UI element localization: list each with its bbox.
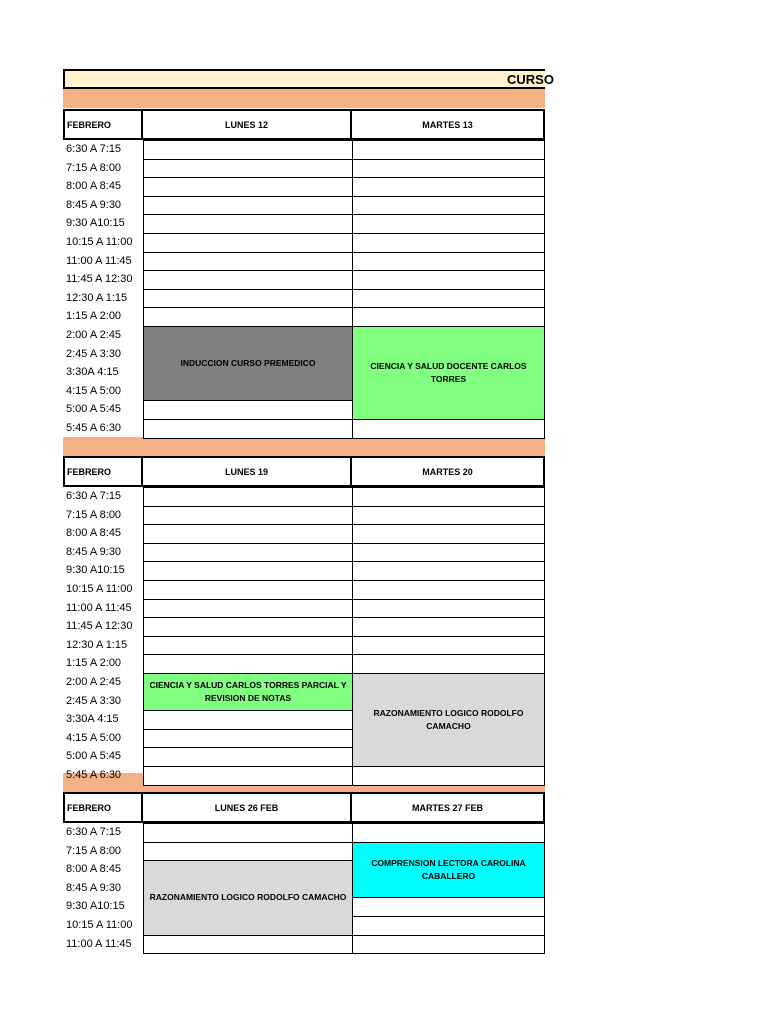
time-slot-label: 5:45 A 6:30 [66, 422, 122, 434]
time-slot-label: 8:45 A 9:30 [66, 881, 122, 894]
time-slot-label: 8:00 A 8:45 [66, 180, 122, 193]
event-block[interactable]: INDUCCION CURSO PREMEDICO [143, 326, 353, 401]
schedule-cell[interactable] [352, 617, 545, 637]
schedule-cell[interactable] [352, 524, 545, 544]
schedule-cell[interactable] [143, 729, 353, 749]
time-slot-label: 8:00 A 8:45 [66, 527, 122, 540]
schedule-cell[interactable] [352, 196, 545, 216]
time-slot-label: 4:15 A 5:00 [66, 384, 122, 397]
schedule-cell[interactable] [143, 252, 353, 272]
time-slot-label: 6:30 A 7:15 [66, 143, 122, 155]
schedule-cell[interactable] [143, 580, 353, 600]
schedule-cell[interactable] [143, 307, 353, 327]
time-slot-label: 12:30 A 1:15 [66, 291, 128, 304]
time-slot-label: 1:15 A 2:00 [66, 310, 122, 323]
day-header-1: LUNES 12 [143, 109, 352, 140]
schedule-cell[interactable] [352, 270, 545, 290]
time-slot-label: 7:15 A 8:00 [66, 508, 122, 521]
event-block[interactable]: RAZONAMIENTO LOGICO RODOLFO CAMACHO [143, 860, 353, 935]
schedule-cell[interactable] [143, 270, 353, 290]
schedule-cell[interactable] [143, 935, 353, 955]
time-slot-label: 10:15 A 11:00 [66, 236, 133, 248]
time-slot-label: 8:45 A 9:30 [66, 198, 122, 211]
schedule-cell[interactable] [352, 506, 545, 526]
schedule-cell[interactable] [143, 159, 353, 179]
schedule-cell[interactable] [352, 561, 545, 581]
event-block[interactable]: CIENCIA Y SALUD CARLOS TORRES PARCIAL Y REVISION DE NOTAS [143, 673, 353, 711]
time-slot-label: 7:15 A 8:00 [66, 161, 122, 174]
schedule-cell[interactable] [352, 214, 545, 234]
time-slot-label: 11:45 A 12:30 [66, 273, 133, 286]
event-block[interactable]: RAZONAMIENTO LOGICO RODOLFO CAMACHO [352, 673, 545, 767]
schedule-cell[interactable] [352, 289, 545, 309]
event-block[interactable]: CIENCIA Y SALUD DOCENTE CARLOS TORRES [352, 326, 545, 420]
event-block[interactable]: COMPRENSION LECTORA CAROLINA CABALLERO [352, 842, 545, 899]
schedule-cell[interactable] [352, 580, 545, 600]
schedule-cell[interactable] [143, 524, 353, 544]
schedule-cell[interactable] [352, 897, 545, 917]
time-slot-label: 4:15 A 5:00 [66, 731, 122, 744]
time-slot-label: 9:30 A10:15 [66, 564, 125, 577]
separator-band [63, 89, 545, 108]
time-slot-label: 12:30 A 1:15 [66, 638, 128, 651]
schedule-cell[interactable] [143, 636, 353, 656]
schedule-cell[interactable] [143, 747, 353, 767]
schedule-cell[interactable] [143, 214, 353, 234]
schedule-cell[interactable] [352, 233, 545, 253]
schedule-cell[interactable] [143, 561, 353, 581]
time-slot-label: 5:00 A 5:45 [66, 750, 122, 763]
time-slot-label: 5:45 A 6:30 [66, 769, 122, 781]
schedule-cell[interactable] [143, 487, 353, 507]
time-slot-label: 2:45 A 3:30 [66, 694, 122, 707]
schedule-cell[interactable] [143, 710, 353, 730]
schedule-cell[interactable] [352, 636, 545, 656]
sheet-title: CURSO [507, 72, 554, 87]
day-header-1: LUNES 19 [143, 456, 352, 487]
schedule-cell[interactable] [143, 599, 353, 619]
schedule-cell[interactable] [143, 766, 353, 786]
separator-band [63, 437, 545, 456]
schedule-cell[interactable] [352, 419, 545, 439]
time-slot-label: 11:45 A 12:30 [66, 620, 133, 633]
schedule-cell[interactable] [352, 599, 545, 619]
time-slot-label: 6:30 A 7:15 [66, 826, 122, 838]
schedule-cell[interactable] [352, 307, 545, 327]
schedule-cell[interactable] [143, 140, 353, 160]
time-slot-label: 11:00 A 11:45 [66, 254, 132, 267]
day-header-2: MARTES 20 [352, 456, 545, 487]
schedule-cell[interactable] [352, 916, 545, 936]
time-slot-label: 9:30 A10:15 [66, 217, 125, 230]
week-table-3 [63, 792, 545, 952]
schedule-cell[interactable] [352, 654, 545, 674]
month-header: FEBRERO [63, 109, 143, 140]
time-slot-label: 8:45 A 9:30 [66, 545, 122, 558]
time-slot-label: 2:45 A 3:30 [66, 347, 122, 360]
schedule-cell[interactable] [352, 177, 545, 197]
time-slot-label: 9:30 A10:15 [66, 900, 125, 913]
schedule-cell[interactable] [143, 233, 353, 253]
schedule-cell[interactable] [352, 252, 545, 272]
schedule-cell[interactable] [143, 196, 353, 216]
schedule-cell[interactable] [143, 842, 353, 862]
schedule-cell[interactable] [352, 543, 545, 563]
time-slot-label: 11:00 A 11:45 [66, 937, 132, 950]
time-slot-label: 10:15 A 11:00 [66, 583, 133, 595]
time-slot-label: 8:00 A 8:45 [66, 863, 122, 876]
week-table-2 [63, 456, 545, 781]
schedule-cell[interactable] [143, 617, 353, 637]
schedule-cell[interactable] [352, 140, 545, 160]
time-slot-label: 1:15 A 2:00 [66, 657, 122, 670]
schedule-cell[interactable] [143, 289, 353, 309]
time-slot-label: 2:00 A 2:45 [66, 676, 122, 688]
time-slot-label: 5:00 A 5:45 [66, 403, 122, 416]
month-header: FEBRERO [63, 456, 143, 487]
time-slot-label: 7:15 A 8:00 [66, 844, 122, 857]
month-header: FEBRERO [63, 792, 143, 823]
schedule-cell[interactable] [143, 543, 353, 563]
schedule-cell[interactable] [143, 506, 353, 526]
time-slot-label: 11:00 A 11:45 [66, 601, 132, 614]
day-header-2: MARTES 13 [352, 109, 545, 140]
schedule-cell[interactable] [143, 177, 353, 197]
schedule-cell[interactable] [352, 159, 545, 179]
time-slot-label: 10:15 A 11:00 [66, 919, 133, 931]
time-slot-label: 6:30 A 7:15 [66, 490, 122, 502]
title-bar [63, 69, 554, 89]
week-table-1 [63, 109, 545, 439]
schedule-cell[interactable] [143, 400, 353, 420]
schedule-cell[interactable] [352, 766, 545, 786]
schedule-cell[interactable] [143, 823, 353, 843]
time-slot-label: 2:00 A 2:45 [66, 329, 122, 341]
day-header-2: MARTES 27 FEB [352, 792, 545, 823]
schedule-cell[interactable] [143, 654, 353, 674]
schedule-cell[interactable] [352, 487, 545, 507]
schedule-cell[interactable] [143, 419, 353, 439]
time-slot-label: 3:30A 4:15 [66, 713, 119, 726]
schedule-cell[interactable] [352, 935, 545, 955]
time-slot-label: 3:30A 4:15 [66, 366, 119, 379]
schedule-cell[interactable] [352, 823, 545, 843]
day-header-1: LUNES 26 FEB [143, 792, 352, 823]
